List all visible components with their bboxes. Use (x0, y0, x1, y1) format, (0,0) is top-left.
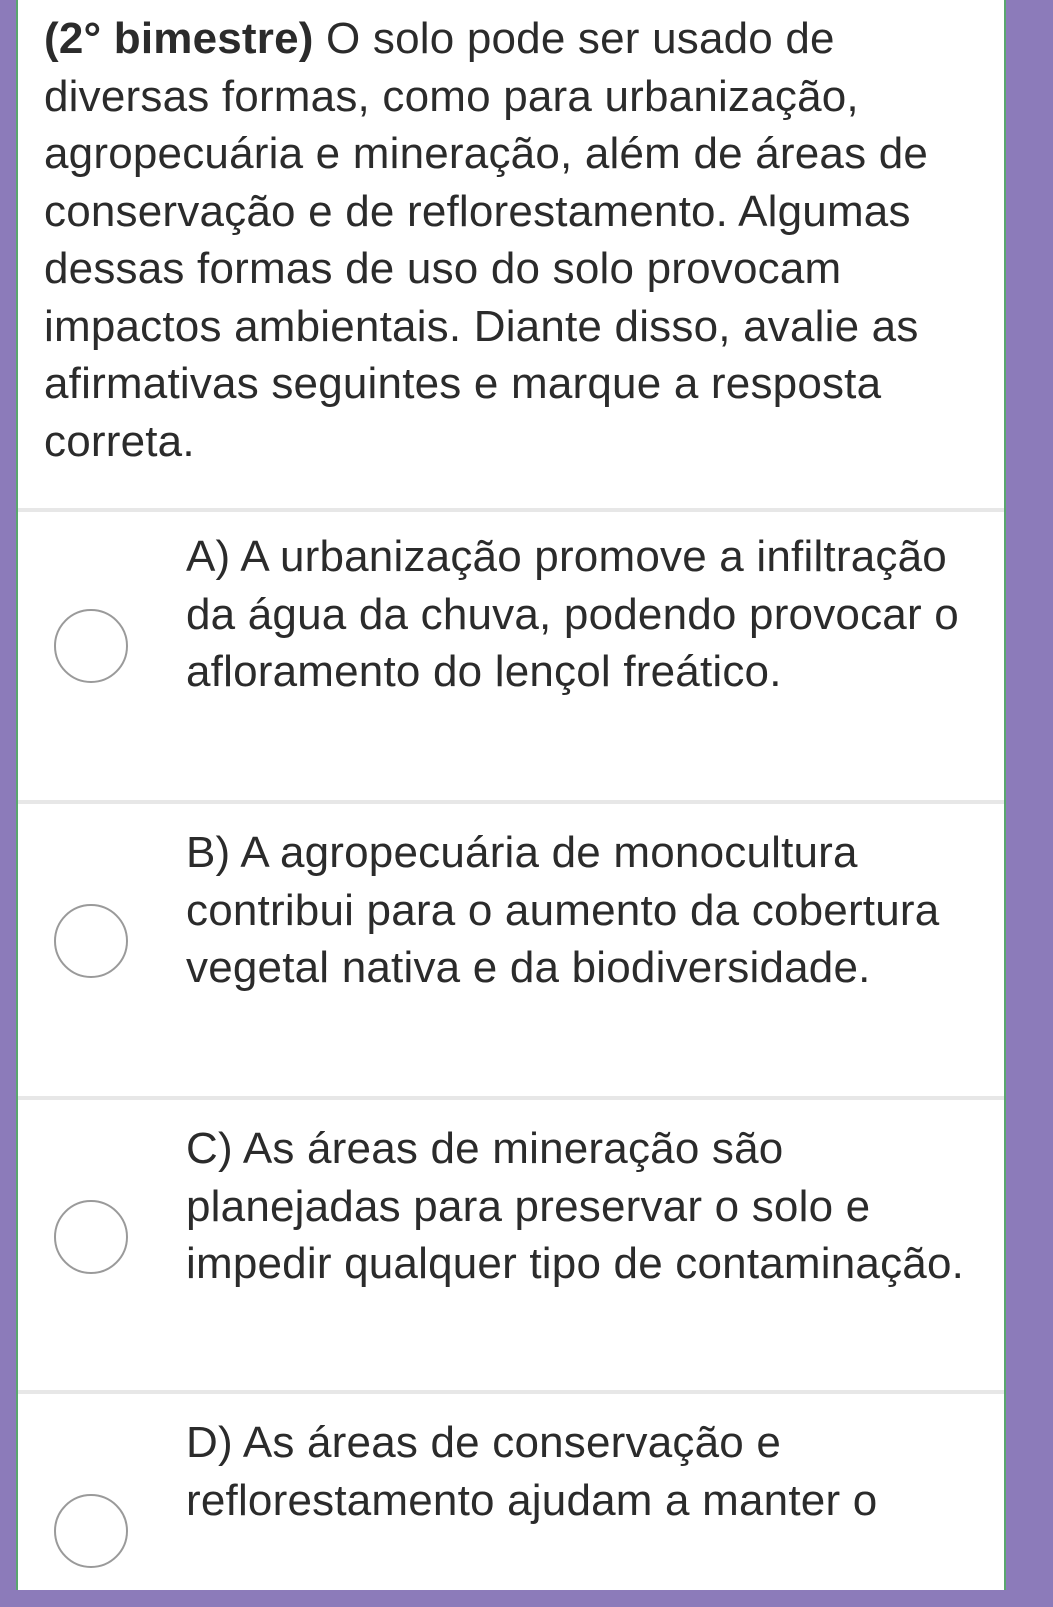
option-d[interactable] (18, 1394, 1004, 1590)
option-d-text: D) As áreas de conservação e reflorestamento ajudam a manter o (186, 1418, 878, 1525)
option-a[interactable] (18, 512, 1004, 800)
bottom-bar (0, 1590, 1053, 1607)
option-a-text: A) A urbanização promove a infiltração da água da chuva, podendo provocar o afloramento do lençol freático. (186, 532, 959, 696)
option-b-text: B) A agropecuária de monocultura contribui para o aumento da cobertura vegetal nativa e da biodiversidade. (186, 828, 940, 992)
radio-button-a[interactable] (54, 609, 128, 683)
question-text: O solo pode ser usado de diversas formas, como para urbanização, agropecuária e mineração, além de áreas de conservação e de reflorestamento. Algumas dessas formas de uso do solo provocam impactos ambientais. Diante disso, avalie as afirmativas seguintes e marque a resposta correta. (44, 14, 929, 466)
option-c-text: C) As áreas de mineração são planejadas para preservar o solo e impedir qualquer tipo de contaminação. (186, 1124, 965, 1288)
radio-button-b[interactable] (54, 904, 128, 978)
radio-button-d[interactable] (54, 1494, 128, 1568)
option-b[interactable] (18, 804, 1004, 1096)
question-statement (44, 10, 984, 470)
radio-button-c[interactable] (54, 1200, 128, 1274)
question-prefix: (2° bimestre) (44, 14, 314, 63)
question-card (16, 0, 1006, 1590)
option-c[interactable] (18, 1100, 1004, 1390)
